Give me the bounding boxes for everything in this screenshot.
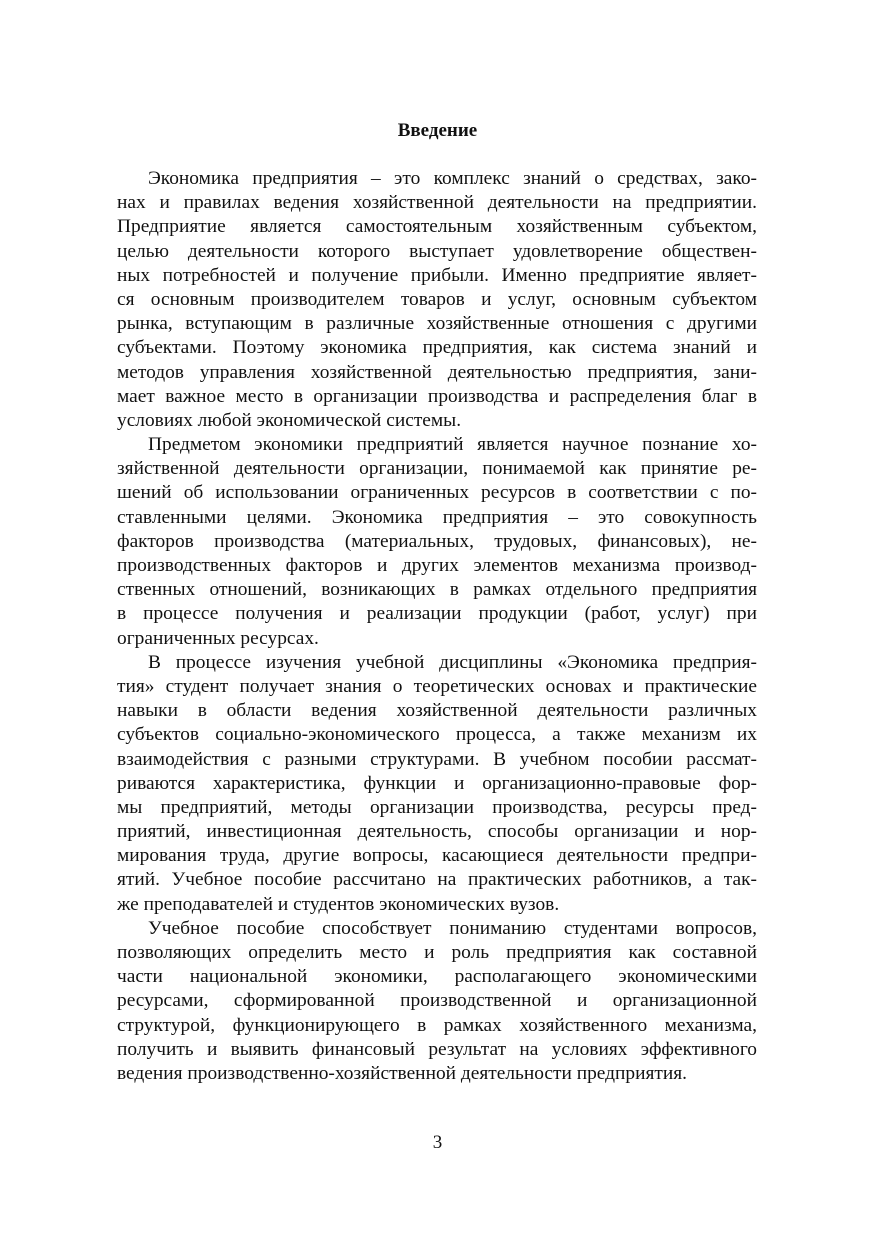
text-line: ресурсами, сформированной производственной и организационной bbox=[117, 990, 757, 1012]
text-line: в процессе получения и реализации продукции (работ, услуг) при bbox=[117, 603, 757, 625]
text-line: условиях любой экономической системы. bbox=[117, 409, 462, 431]
text-line: Предметом экономики предприятий является научное познание хо- bbox=[148, 434, 757, 456]
text-line: Предприятие является самостоятельным хозяйственным субъектом, bbox=[117, 216, 757, 238]
text-line: мы предприятий, методы организации производства, ресурсы пред- bbox=[117, 796, 757, 818]
text-line: В процессе изучения учебной дисциплины «Экономика предприя- bbox=[148, 651, 757, 673]
text-line: структурой, функционирующего в рамках хозяйственного механизма, bbox=[117, 1014, 757, 1036]
text-line: мает важное место в организации производства и распределения благ в bbox=[117, 385, 757, 407]
text-line: же преподавателей и студентов экономических вузов. bbox=[117, 893, 560, 915]
text-line: ятий. Учебное пособие рассчитано на практических работников, а так- bbox=[117, 869, 757, 891]
text-line: ставленными целями. Экономика предприятия – это совокупность bbox=[117, 506, 757, 528]
text-line: ных потребностей и получение прибыли. Именно предприятие являет- bbox=[117, 264, 757, 286]
text-line: методов управления хозяйственной деятельностью предприятия, зани- bbox=[117, 361, 757, 383]
text-line: приятий, инвестиционная деятельность, способы организации и нор- bbox=[117, 821, 757, 843]
text-line: мирования труда, другие вопросы, касающиеся деятельности предпри- bbox=[117, 845, 757, 867]
text-line: шений об использовании ограниченных ресурсов в соответствии с по- bbox=[117, 482, 757, 504]
page-number: 3 bbox=[432, 1132, 443, 1153]
text-line: ведения производственно-хозяйственной деятельности предприятия. bbox=[117, 1062, 687, 1084]
text-line: получить и выявить финансовый результат на условиях эффективного bbox=[117, 1038, 757, 1060]
text-line: субъектов социально-экономического процесса, а также механизм их bbox=[117, 724, 757, 746]
text-line: позволяющих определить место и роль предприятия как составной bbox=[117, 942, 757, 963]
paragraph-2 bbox=[117, 433, 757, 651]
text-line: навыки в области ведения хозяйственной деятельности различных bbox=[117, 700, 757, 722]
text-line: ся основным производителем товаров и услуг, основным субъектом bbox=[117, 288, 757, 310]
text-line: Экономика предприятия – это комплекс знаний о средствах, зако- bbox=[148, 168, 757, 189]
text-line: Учебное пособие способствует пониманию студентами вопросов, bbox=[148, 917, 757, 939]
page-title: Введение bbox=[397, 120, 478, 141]
text-line: производственных факторов и других элементов механизма производ- bbox=[117, 555, 757, 576]
text-line: ограниченных ресурсах. bbox=[117, 627, 319, 649]
text-line: субъектами. Поэтому экономика предприятия, как система знаний и bbox=[117, 337, 757, 359]
text-line: рынка, вступающим в различные хозяйственные отношения с другими bbox=[117, 313, 757, 335]
paragraph-4 bbox=[117, 917, 757, 1086]
text-line: зяйственной деятельности организации, понимаемой как принятие ре- bbox=[117, 458, 757, 480]
body-text bbox=[117, 167, 757, 1086]
text-line: взаимодействия с разными структурами. В учебном пособии рассмат- bbox=[117, 748, 757, 770]
text-line: целью деятельности которого выступает удовлетворение обществен- bbox=[117, 240, 757, 262]
paragraph-1 bbox=[117, 167, 757, 433]
text-line: нах и правилах ведения хозяйственной деятельности на предприятии. bbox=[117, 192, 757, 214]
text-line: риваются характеристика, функции и организационно-правовые фор- bbox=[117, 772, 757, 794]
text-line: части национальной экономики, располагающего экономическими bbox=[117, 966, 757, 988]
text-line: ственных отношений, возникающих в рамках отдельного предприятия bbox=[117, 579, 757, 601]
paragraph-3 bbox=[117, 651, 757, 917]
text-line: факторов производства (материальных, трудовых, финансовых), не- bbox=[117, 530, 757, 552]
text-line: тия» студент получает знания о теоретических основах и практические bbox=[117, 675, 757, 697]
